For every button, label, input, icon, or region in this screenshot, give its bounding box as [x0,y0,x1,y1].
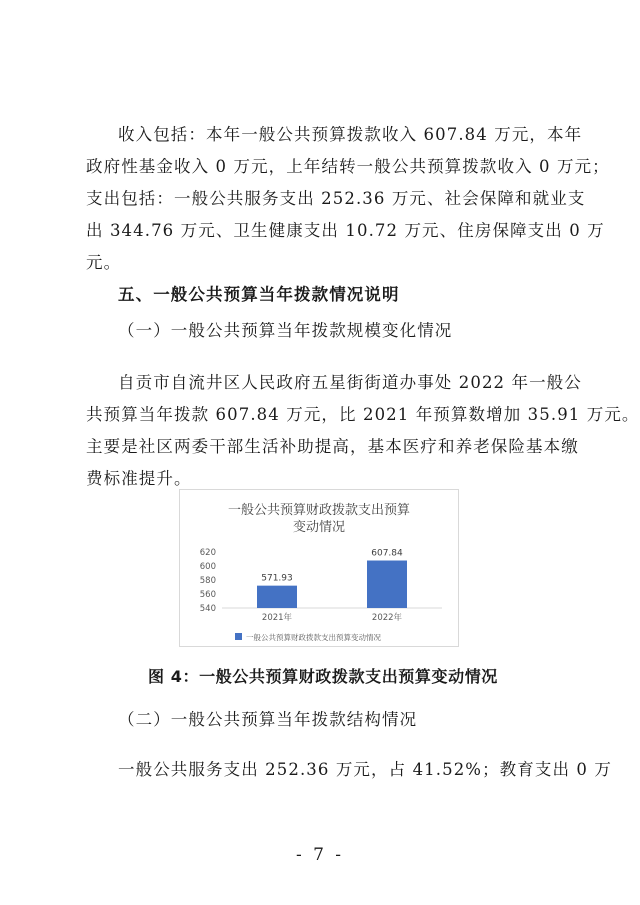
body-text-line: 政府性基金收入 0 万元，上年结转一般公共预算拨款收入 0 万元； [86,157,610,176]
x-tick-label: 2022年 [371,613,403,623]
body-text-line: 共预算当年拨款 607.84 万元，比 2021 年预算数增加 35.91 万元。 [86,405,640,424]
section-heading: 五、一般公共预算当年拨款情况说明 [118,285,400,304]
legend-label: 一般公共预算财政拨款支出预算变动情况 [246,633,381,642]
body-text-line: 出 344.76 万元、卫生健康支出 10.72 万元、住房保障支出 0 万 [86,221,605,240]
body-text-line: 支出包括：一般公共服务支出 252.36 万元、社会保障和就业支 [86,189,586,208]
y-tick-label: 580 [199,576,216,586]
legend-swatch [235,633,242,640]
figure-caption: 图 4：一般公共预算财政拨款支出预算变动情况 [148,667,498,686]
body-text-line: 收入包括：本年一般公共预算拨款收入 607.84 万元，本年 [118,125,583,144]
body-text-line: 一般公共服务支出 252.36 万元，占 41.52%；教育支出 0 万 [118,760,612,779]
subsection-heading: （一）一般公共预算当年拨款规模变化情况 [118,321,453,340]
subsection-heading: （二）一般公共预算当年拨款结构情况 [118,710,418,729]
bar [257,586,297,608]
x-tick-label: 2021年 [261,613,293,623]
chart-title: 一般公共预算财政拨款支出预算 [227,503,411,518]
body-text-line: 主要是社区两委干部生活补助提高，基本医疗和养老保险基本缴 [86,437,579,456]
budget-change-chart [179,489,459,647]
y-tick-label: 560 [199,590,216,600]
chart-title: 变动情况 [292,520,346,535]
page-number: - 7 - [295,845,345,865]
bar [367,561,407,608]
body-text-line: 自贡市自流井区人民政府五星街街道办事处 2022 年一般公 [118,373,582,392]
chart-canvas [180,490,458,646]
y-tick-label: 620 [199,548,216,558]
data-label: 607.84 [371,548,403,559]
body-text-line: 费标准提升。 [86,469,192,488]
y-tick-label: 540 [199,604,216,614]
body-text-line: 元。 [86,253,122,272]
data-label: 571.93 [261,573,293,584]
y-tick-label: 600 [199,562,216,572]
